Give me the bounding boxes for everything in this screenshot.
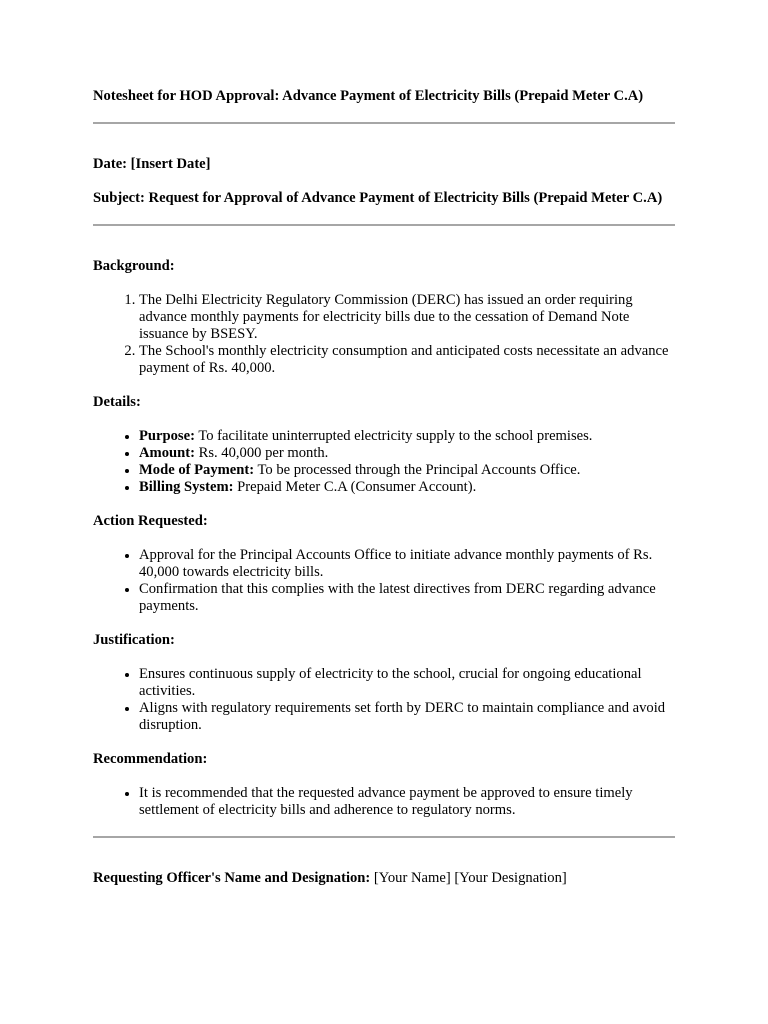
list-item: 2. The School's monthly electricity consumption and anticipated costs necessitate an advance payment of Rs. 40,000. [139,343,675,377]
details-list [93,428,675,496]
divider [93,224,675,226]
list-item: • Approval for the Principal Accounts Office to initiate advance monthly payments of Rs. 40,000 towards electricity bills. [139,547,675,581]
detail-label: Purpose: [139,428,195,444]
list-item [139,445,675,462]
detail-text: To be processed through the Principal Accounts Office. [254,462,581,478]
recommendation-list [93,785,675,819]
list-item: • Confirmation that this complies with the latest directives from DERC regarding advance payments. [139,581,675,615]
officer-label: Requesting Officer's Name and Designation: [93,870,371,886]
action-list [93,547,675,615]
detail-text: To facilitate uninterrupted electricity supply to the school premises. [194,428,593,444]
notesheet-document [93,88,675,887]
detail-text: Rs. 40,000 per month. [194,445,329,461]
list-item: • Ensures continuous supply of electricity to the school, crucial for ongoing educational activities. [139,666,675,700]
justification-heading: Justification: [93,632,175,648]
action-heading: Action Requested: [93,513,208,529]
divider [93,836,675,838]
justification-list [93,666,675,734]
officer-line [93,870,675,887]
list-item: 1. The Delhi Electricity Regulatory Commission (DERC) has issued an order requiring advance monthly payments for electricity bills due to the cessation of Demand Note issuance by BSESY. [139,292,675,343]
document-title: Notesheet for HOD Approval: Advance Payment of Electricity Bills (Prepaid Meter C.A) [93,88,644,104]
list-item: • Aligns with regulatory requirements set forth by DERC to maintain compliance and avoid disruption. [139,700,675,734]
divider [93,122,675,124]
detail-label: Amount: [139,445,195,461]
details-heading: Details: [93,394,141,410]
subject-line: Subject: Request for Approval of Advance Payment of Electricity Bills (Prepaid Meter C.A) [93,190,663,206]
list-item [139,428,675,445]
detail-label: Billing System: [139,479,234,495]
officer-value: [Your Name] [Your Designation] [370,870,567,886]
detail-label: Mode of Payment: [139,462,255,478]
recommendation-heading: Recommendation: [93,751,208,767]
detail-text: Prepaid Meter C.A (Consumer Account). [233,479,477,495]
background-list [93,292,675,377]
background-heading: Background: [93,258,175,274]
list-item: • It is recommended that the requested advance payment be approved to ensure timely settlement of electricity bills and adherence to regulatory norms. [139,785,675,819]
date-line: Date: [Insert Date] [93,156,211,172]
list-item [139,462,675,479]
list-item [139,479,675,496]
